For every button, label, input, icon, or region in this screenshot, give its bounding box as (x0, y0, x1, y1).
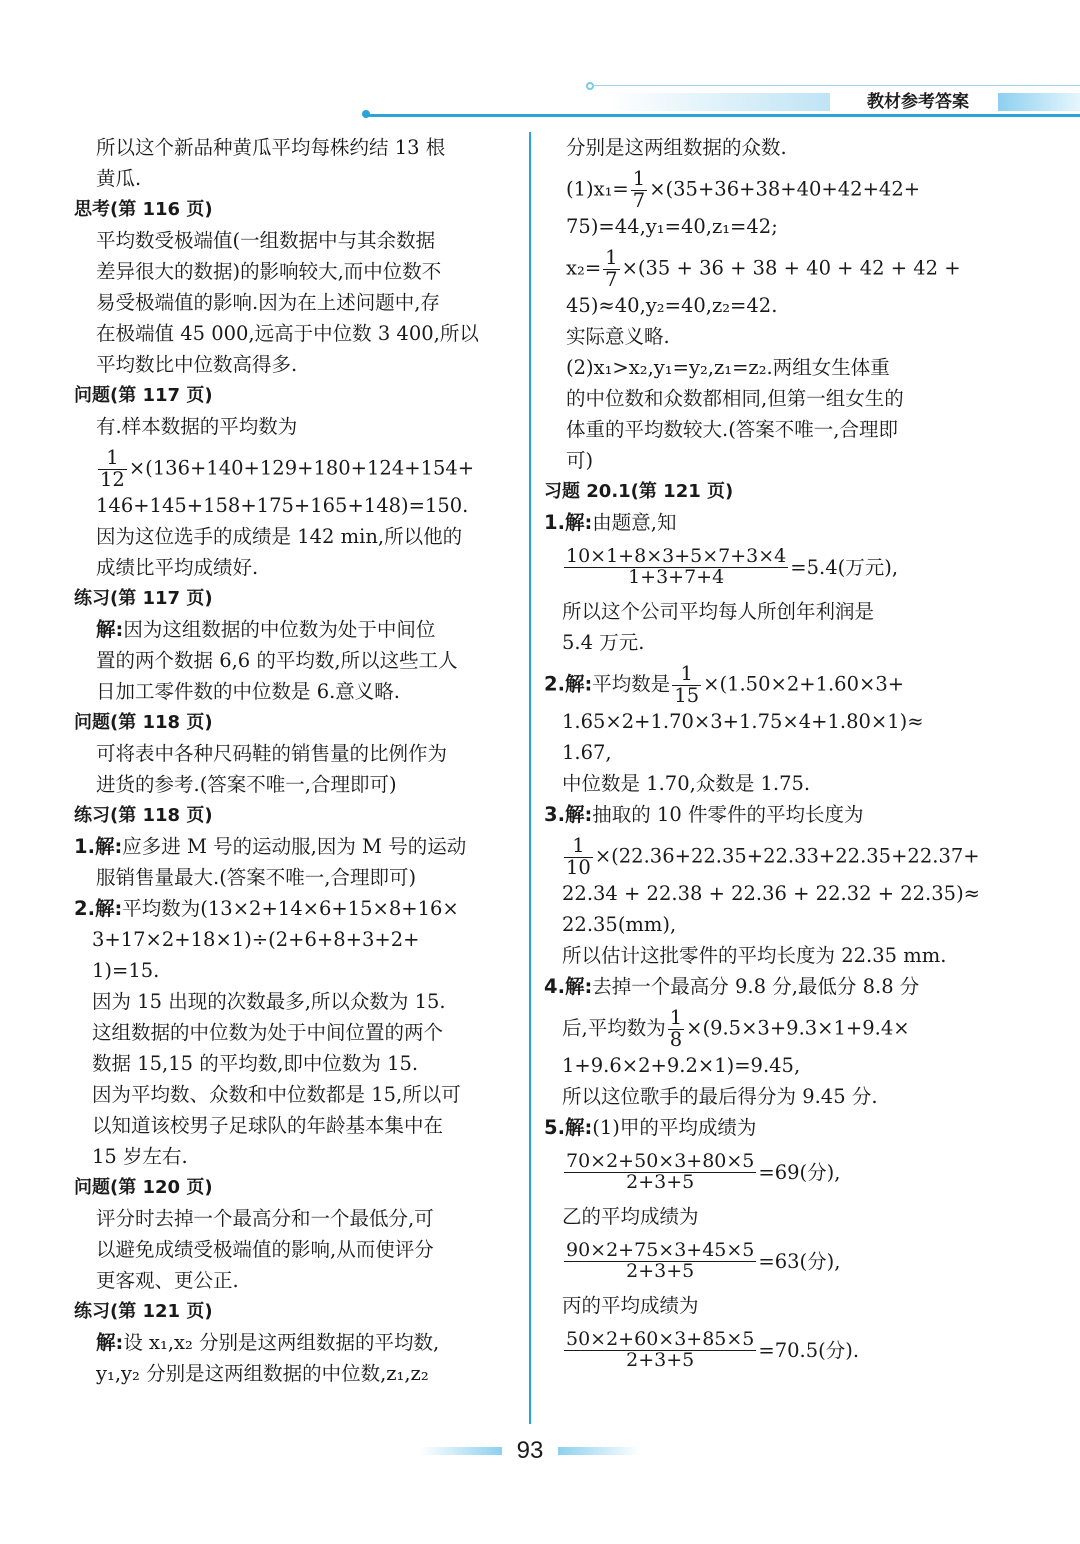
fraction (631, 169, 647, 211)
fraction-numerator: 1 (669, 1006, 683, 1030)
header-gradient-band-right (998, 93, 1080, 111)
text-line: 有.样本数据的平均数为 (96, 415, 298, 438)
header-rule (364, 114, 1080, 117)
text-line: 146+145+158+175+165+148)=150. (96, 494, 469, 517)
right-column (544, 132, 992, 1379)
answer-text: 抽取的 10 件零件的平均长度为 (592, 803, 864, 826)
text-line: 22.34 + 22.38 + 22.36 + 22.32 + 22.35)≈ (562, 882, 981, 905)
text-line: 中位数是 1.70,众数是 1.75. (562, 772, 811, 795)
text-line (544, 507, 992, 538)
text-line: 平均数比中位数高得多. (96, 353, 298, 376)
formula-result: =63(分), (758, 1249, 841, 1273)
text-line: 1.67, (562, 741, 612, 764)
text-line: 数据 15,15 的平均数,即中位数为 15. (92, 1052, 419, 1075)
fraction-denominator: 7 (632, 188, 646, 212)
text-line (544, 1112, 992, 1143)
text-line: 因为平均数、众数和中位数都是 15,所以可 (92, 1083, 461, 1106)
answer-text: 设 x₁,x₂ 分别是这两组数据的平均数, (123, 1331, 440, 1354)
text-line: 因为这位选手的成绩是 142 min,所以他的 (96, 525, 463, 548)
fraction-denominator: 8 (669, 1027, 683, 1051)
text-line (544, 799, 992, 830)
text-line: 45)≈40,y₂=40,z₂=42. (566, 294, 778, 317)
fraction-numerator: 10×1+8×3+5×7+3×4 (566, 544, 787, 567)
text-line (74, 1327, 520, 1358)
text-line: 所以这个新品种黄瓜平均每株约结 13 根 (96, 136, 446, 159)
fraction-numerator: 50×2+60×3+85×5 (566, 1327, 755, 1350)
text-line: 分别是这两组数据的众数. (566, 136, 787, 159)
formula-result: =5.4(万元), (790, 555, 899, 579)
fraction (98, 448, 127, 490)
fraction (564, 836, 593, 878)
formula-text: ×(22.36+22.35+22.33+22.35+22.37+ (594, 844, 980, 868)
fraction-denominator: 10 (566, 855, 591, 879)
text-line: 服销售量最大.(答案不唯一,合理即可) (96, 866, 417, 889)
formula-line (74, 442, 520, 490)
answer-label: 1.解: (544, 511, 593, 534)
text-line (74, 614, 520, 645)
text-line: 可) (566, 449, 594, 472)
answer-label: 解: (96, 618, 124, 641)
fraction-denominator: 1+3+7+4 (628, 565, 725, 588)
header-title: 教材参考答案 (867, 92, 969, 112)
fraction-numerator: 1 (98, 448, 127, 469)
answer-text: 因为这组数据的中位数为处于中间位 (123, 618, 436, 641)
text-line: 进货的参考.(答案不唯一,合理即可) (96, 773, 397, 796)
answer-label: 4.解: (544, 975, 593, 998)
formula-text: ×(1.50×2+1.60×3+ (703, 672, 905, 696)
section-heading: 问题(第 118 页) (74, 712, 213, 733)
fraction (564, 1238, 756, 1282)
formula-line (544, 163, 992, 211)
section-heading: 习题 20.1(第 121 页) (544, 481, 734, 502)
text-line: 成绩比平均成绩好. (96, 556, 259, 579)
fraction-numerator: 1 (564, 836, 593, 857)
fraction (603, 248, 619, 290)
text-line: 75)=44,y₁=40,z₁=42; (566, 215, 778, 238)
text-line: 乙的平均成绩为 (562, 1205, 699, 1228)
section-heading: 思考(第 116 页) (74, 199, 213, 220)
text-line: 1)=15. (92, 959, 160, 982)
text-line: 实际意义略. (566, 325, 670, 348)
answer-text: 由题意,知 (592, 511, 677, 534)
formula-text: (1)x₁= (566, 177, 629, 201)
text-line: 丙的平均成绩为 (562, 1294, 699, 1317)
answer-text: 应多进 M 号的运动服,因为 M 号的运动 (122, 835, 467, 858)
text-line: 3+17×2+18×1)÷(2+6+8+3+2+ (92, 928, 420, 951)
text-line: 在极端值 45 000,远高于中位数 3 400,所以 (96, 322, 479, 345)
formula-text: ×(136+140+129+180+124+154+ (128, 456, 475, 480)
section-heading: 练习(第 118 页) (74, 805, 213, 826)
header-thin-line (592, 85, 1080, 86)
text-line: 22.35(mm), (562, 913, 677, 936)
formula-line (544, 1232, 992, 1290)
header-gradient-band (610, 93, 830, 111)
fraction (564, 1149, 756, 1193)
formula-line (544, 242, 992, 290)
text-line: 1.65×2+1.70×3+1.75×4+1.80×1)≈ (562, 710, 924, 733)
fraction-numerator: 70×2+50×3+80×5 (566, 1149, 755, 1172)
fraction-denominator: 2+3+5 (626, 1170, 695, 1193)
answer-text: 去掉一个最高分 9.8 分,最低分 8.8 分 (592, 975, 920, 998)
fraction-numerator: 1 (632, 167, 646, 191)
formula-text: ×(35+36+38+40+42+42+ (649, 177, 921, 201)
answer-label: 3.解: (544, 803, 593, 826)
text-line: 黄瓜. (96, 167, 142, 190)
text-line: 5.4 万元. (562, 631, 645, 654)
formula-line (544, 1143, 992, 1201)
fraction (564, 1327, 756, 1371)
text-line: 置的两个数据 6,6 的平均数,所以这些工人 (96, 649, 458, 672)
formula-text: x₂= (566, 256, 602, 280)
fraction-numerator: 1 (605, 246, 618, 270)
answer-label: 2.解: (544, 672, 593, 696)
left-column (74, 132, 520, 1389)
text-line: 平均数受极端值(一组数据中与其余数据 (96, 229, 436, 252)
text-line: 1+9.6×2+9.2×1)=9.45, (562, 1054, 801, 1077)
fraction-denominator: 2+3+5 (626, 1348, 695, 1371)
formula-line (544, 538, 992, 596)
answer-text: (1)甲的平均成绩为 (592, 1116, 757, 1139)
text-line: 所以估计这批零件的平均长度为 22.35 mm. (562, 944, 947, 967)
fraction-denominator: 15 (674, 683, 700, 707)
text-line: 体重的平均数较大.(答案不唯一,合理即 (566, 418, 899, 441)
text-line: 日加工零件数的中位数是 6.意义略. (96, 680, 401, 703)
formula-text: 后,平均数为 (562, 1016, 666, 1040)
text-line: 15 岁左右. (92, 1145, 188, 1168)
text-line: 因为 15 出现的次数最多,所以众数为 15. (92, 990, 446, 1013)
text-line: 以知道该校男子足球队的年龄基本集中在 (92, 1114, 444, 1137)
answer-label: 1.解: (74, 835, 123, 858)
section-heading: 问题(第 120 页) (74, 1177, 213, 1198)
text-line: 的中位数和众数都相同,但第一组女生的 (566, 387, 904, 410)
footer-ornament-left (420, 1447, 502, 1455)
header-ornament-circle (586, 82, 594, 90)
answer-text: 平均数为(13×2+14×6+15×8+16× (122, 897, 459, 920)
fraction-numerator: 90×2+75×3+45×5 (566, 1238, 755, 1261)
text-line (74, 831, 520, 862)
text-line: 差异很大的数据)的影响较大,而中位数不 (96, 260, 442, 283)
fraction-denominator: 12 (100, 467, 125, 491)
formula-text: ×(9.5×3+9.3×1+9.4× (686, 1016, 910, 1040)
fraction (564, 544, 788, 588)
text-line: 可将表中各种尺码鞋的销售量的比例作为 (96, 742, 448, 765)
formula-line (544, 658, 992, 706)
formula-line (544, 1002, 992, 1050)
text-line: 易受极端值的影响.因为在上述问题中,存 (96, 291, 440, 314)
fraction-numerator: 1 (672, 664, 701, 685)
footer-ornament-right (558, 1447, 640, 1455)
header-rule-dot (362, 110, 370, 118)
fraction-denominator: 2+3+5 (626, 1259, 695, 1282)
text-line (74, 893, 520, 924)
text-line: 这组数据的中位数为处于中间位置的两个 (92, 1021, 444, 1044)
text-line: 所以这位歌手的最后得分为 9.45 分. (562, 1085, 878, 1108)
section-heading: 练习(第 121 页) (74, 1301, 213, 1322)
fraction-denominator: 7 (605, 267, 618, 291)
formula-text: 平均数是 (592, 672, 671, 696)
text-line (544, 971, 992, 1002)
text-line: 评分时去掉一个最高分和一个最低分,可 (96, 1207, 434, 1230)
formula-line (544, 830, 992, 878)
text-line: 以避免成绩受极端值的影响,从而使评分 (96, 1238, 434, 1261)
formula-line (544, 1321, 992, 1379)
text-line: (2)x₁>x₂,y₁=y₂,z₁=z₂.两组女生体重 (566, 356, 890, 379)
formula-text: ×(35 + 36 + 38 + 40 + 42 + 42 + (621, 256, 961, 280)
answer-label: 2.解: (74, 897, 123, 920)
text-line: y₁,y₂ 分别是这两组数据的中位数,z₁,z₂ (96, 1362, 429, 1385)
formula-result: =69(分), (758, 1160, 841, 1184)
column-divider (529, 132, 531, 1424)
fraction (672, 664, 701, 706)
text-line: 所以这个公司平均每人所创年利润是 (562, 600, 875, 623)
page-number: 93 (516, 1437, 544, 1464)
text-line: 更客观、更公正. (96, 1269, 239, 1292)
section-heading: 问题(第 117 页) (74, 385, 213, 406)
fraction (668, 1008, 684, 1050)
formula-result: =70.5(分). (758, 1338, 860, 1362)
answer-label: 解: (96, 1331, 124, 1354)
answer-label: 5.解: (544, 1116, 593, 1139)
section-heading: 练习(第 117 页) (74, 588, 213, 609)
